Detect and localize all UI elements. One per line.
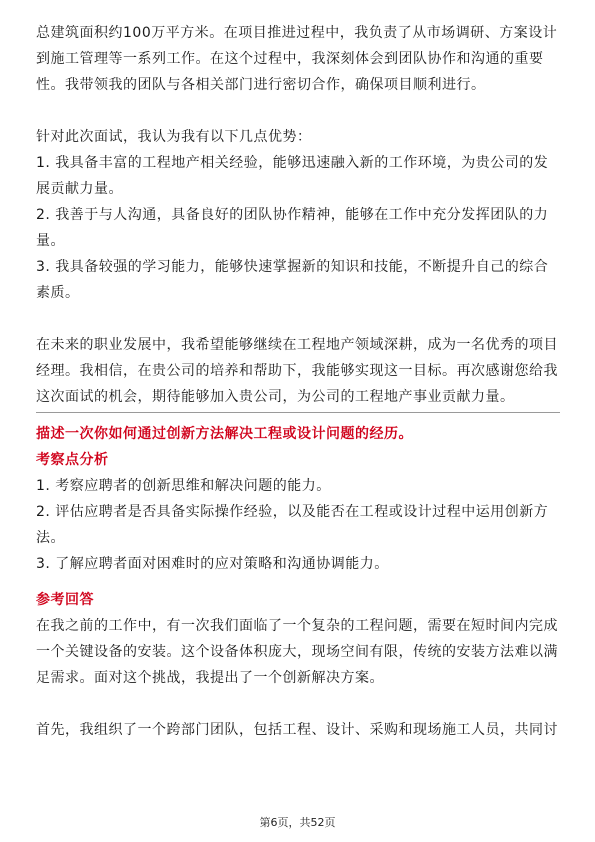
career-paragraph: 在未来的职业发展中，我希望能够继续在工程地产领域深耕，成为一名优秀的项目经理。我相信，在贵公司的培养和帮助下，我能够实现这一目标。再次感谢您给我这次面试的机会，期待能够加入贵公司，为公司的工程地产事业贡献力量。 xyxy=(36,337,558,405)
answer-heading: 参考回答 xyxy=(36,592,94,608)
page-footer: 第6页，共52页 xyxy=(259,816,336,829)
intro-paragraph: 总建筑面积约100万平方米。在项目推进过程中，我负责了从市场调研、方案设计到施工管理等一系列工作。在这个过程中，我深刻体会到团队协作和沟通的重要性。我带领我的团队与各相关部门进行密切合作，确保项目顺利进行。 xyxy=(36,25,558,93)
advantage-item: 1. 我具备丰富的工程地产相关经验，能够迅速融入新的工作环境，为贵公司的发展贡献力量。 xyxy=(36,155,549,197)
section-divider xyxy=(36,412,560,413)
answer-paragraph: 在我之前的工作中，有一次我们面临了一个复杂的工程问题，需要在短时间内完成一个关键设备的安装。这个设备体积庞大，现场空间有限，传统的安装方法难以满足需求。面对这个挑战，我提出了一个创新解决方案。 xyxy=(36,618,558,686)
advantage-item: 3. 我具备较强的学习能力，能够快速掌握新的知识和技能，不断提升自己的综合素质。 xyxy=(36,259,549,301)
advantages-lead: 针对此次面试，我认为我有以下几点优势： xyxy=(36,129,312,145)
document-page xyxy=(36,20,560,743)
analysis-item: 1. 考察应聘者的创新思维和解决问题的能力。 xyxy=(36,478,331,494)
advantage-item: 2. 我善于与人沟通，具备良好的团队协作精神，能够在工作中充分发挥团队的力量。 xyxy=(36,207,549,249)
question-heading: 描述一次你如何通过创新方法解决工程或设计问题的经历。 xyxy=(36,426,413,442)
analysis-item: 2. 评估应聘者是否具备实际操作经验，以及能否在工程或设计过程中运用创新方法。 xyxy=(36,504,549,546)
analysis-heading: 考察点分析 xyxy=(36,452,109,468)
answer-paragraph: 首先，我组织了一个跨部门团队，包括工程、设计、采购和现场施工人员，共同讨 xyxy=(36,722,558,738)
analysis-item: 3. 了解应聘者面对困难时的应对策略和沟通协调能力。 xyxy=(36,556,389,572)
